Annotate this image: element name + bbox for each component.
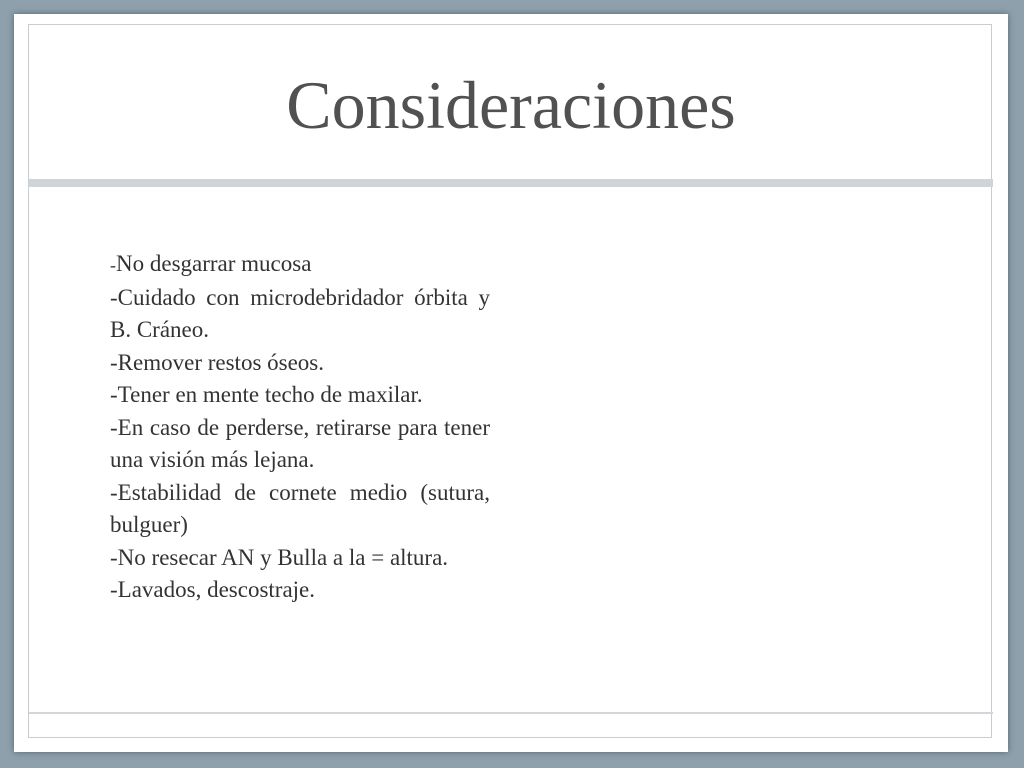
bullet-item [110, 248, 490, 282]
bullet-marker: - [110, 479, 118, 505]
bullet-marker: - [110, 382, 118, 407]
bullet-marker: - [110, 349, 118, 375]
bullet-text: No desgarrar mucosa [116, 251, 312, 276]
bullet-marker: - [110, 577, 118, 602]
bullet-text: Cuidado con microdebridador órbita y B. Cráneo. [110, 284, 490, 342]
bullet-item [110, 542, 490, 575]
bullet-item [110, 412, 490, 477]
slide-title: Consideraciones [286, 67, 736, 143]
footer-divider [29, 712, 993, 714]
bullet-marker: - [110, 544, 118, 570]
bullet-text: Remover restos óseos. [117, 349, 324, 375]
bullet-list [110, 248, 490, 607]
bullet-item [110, 477, 490, 542]
title-divider-band [29, 179, 993, 187]
bullet-item [110, 347, 490, 380]
bullet-text: En caso de perderse, retirarse para tener una visión más lejana. [110, 414, 490, 472]
slide-card [14, 14, 1008, 752]
bullet-item [110, 282, 490, 347]
bullet-marker: - [110, 255, 116, 275]
bullet-text: Tener en mente techo de maxilar. [117, 382, 423, 407]
bullet-item [110, 379, 490, 412]
bullet-marker: - [110, 414, 118, 440]
bullet-marker: - [110, 284, 118, 310]
bullet-text: Lavados, descostraje. [117, 577, 316, 602]
bullet-item [110, 574, 490, 607]
bullet-text: No resecar AN y Bulla a la = altura. [117, 544, 449, 570]
bullet-text: Estabilidad de cornete medio (sutura, bulguer) [110, 479, 490, 537]
